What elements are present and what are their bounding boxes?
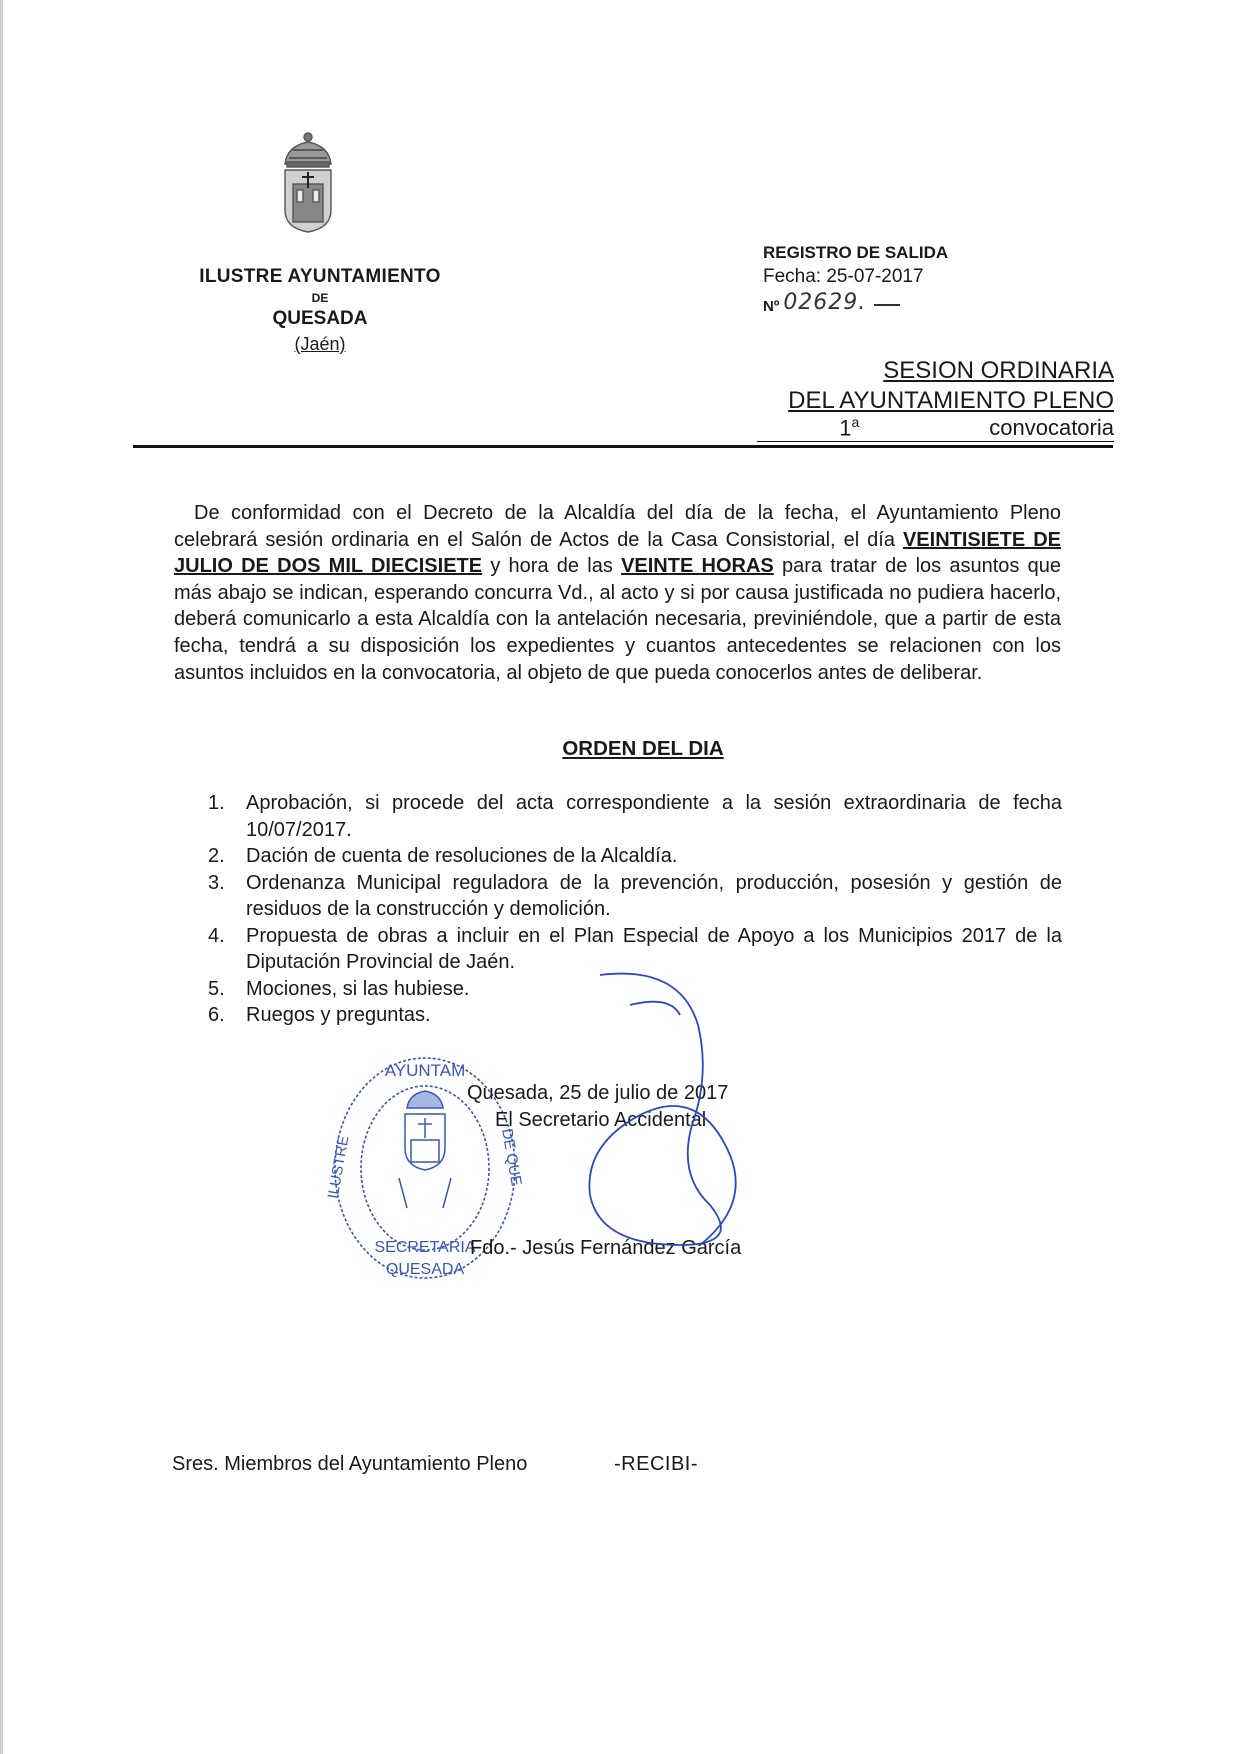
blank-line xyxy=(863,419,989,442)
register-number xyxy=(763,290,1093,315)
received-label: -RECIBI- xyxy=(614,1453,698,1475)
org-province: (Jaén) xyxy=(294,334,346,354)
exit-register-stamp xyxy=(763,243,1093,315)
org-name: ILUSTRE AYUNTAMIENTO xyxy=(199,266,441,287)
svg-text:AYUNTAM: AYUNTAM xyxy=(384,1061,466,1080)
closing-place-date: Quesada, 25 de julio de 2017 xyxy=(467,1082,729,1104)
svg-text:DE QUE: DE QUE xyxy=(498,1127,525,1188)
svg-text:ILUSTRE: ILUSTRE xyxy=(325,1134,353,1200)
ordinal-suffix: a xyxy=(851,414,860,430)
agenda-item xyxy=(208,870,1062,923)
session-date: VEINTISIETE DE JULIO DE DOS MIL DIECISIETE xyxy=(174,528,1061,578)
register-date: Fecha: 25-07-2017 xyxy=(763,266,924,287)
agenda-item-number: 6. xyxy=(208,1004,225,1026)
agenda-title: ORDEN DEL DIA xyxy=(562,737,724,760)
agenda-item-text: Dación de cuenta de resoluciones de la Alcaldía. xyxy=(246,845,678,867)
scan-edge xyxy=(0,0,3,1754)
municipality-header xyxy=(160,266,480,355)
register-title: REGISTRO DE SALIDA xyxy=(763,243,949,262)
handwritten-signature xyxy=(560,945,760,1265)
agenda-item-text: Propuesta de obras a incluir en el Plan Especial de Apoyo a los Municipios 2017 de la Diputación Provincial de Jaén. xyxy=(246,924,1062,973)
session-type: SESION ORDINARIA xyxy=(883,357,1114,384)
agenda-item xyxy=(208,790,1062,843)
signer-name: Fdo.- Jesús Fernández García xyxy=(470,1237,742,1259)
convocatoria-label: convocatoria xyxy=(989,415,1114,441)
recipients-line: Sres. Miembros del Ayuntamiento Pleno xyxy=(172,1453,528,1475)
svg-text:SECRETARIA: SECRETARIA xyxy=(374,1239,476,1256)
agenda-item-text: Aprobación, si procede del acta correspondiente a la sesión extraordinaria de fecha 10/07/2017. xyxy=(246,792,1062,841)
agenda-item-number: 2. xyxy=(208,845,225,867)
body-text-2: y hora de las xyxy=(482,555,622,578)
agenda-item-number: 4. xyxy=(208,924,225,947)
agenda-item-text: Ruegos y preguntas. xyxy=(246,1004,431,1026)
session-time: VEINTE HORAS xyxy=(621,555,774,578)
agenda-item-text: Ordenanza Municipal reguladora de la prevención, producción, posesión y gestión de residuos de la construcción y demolición. xyxy=(246,871,1062,920)
convocation-paragraph xyxy=(174,500,1061,686)
org-town: QUESADA xyxy=(272,308,368,329)
header-divider xyxy=(133,445,1113,448)
agenda-item-number: 1. xyxy=(208,792,225,814)
org-de: DE xyxy=(311,291,329,305)
handwritten-dash xyxy=(874,304,900,306)
blank-line xyxy=(757,419,835,442)
closing-role: El Secretario Accidental xyxy=(495,1109,707,1131)
register-number-handwritten: 02629. xyxy=(783,290,867,315)
body-text-3: para tratar de los asuntos que más abajo se indican, esperando concurra Vd., al acto y si por causa justificada no pudiera hacerlo, deberá comunicarlo a esta Alcaldía con la antelación necesaria, previniéndole, que a partir de esta fecha, tendrá a su disposición los expedientes y cuantos antecedentes se relacionen con los asuntos incluidos en la convocatoria, al objeto de que pueda conocerlos antes de deliberar. xyxy=(174,555,1062,684)
session-heading xyxy=(614,356,1114,416)
convocatoria-ordinal xyxy=(835,414,863,442)
session-body: DEL AYUNTAMIENTO PLENO xyxy=(788,387,1114,414)
coat-of-arms-icon xyxy=(275,128,341,236)
agenda-item-text: Mociones, si las hubiese. xyxy=(246,977,470,1000)
agenda-item xyxy=(208,843,1062,870)
register-number-label: Nº xyxy=(763,298,780,315)
body-text-1: De conformidad con el Decreto de la Alcaldía del día de la fecha, el Ayuntamiento Pleno celebrará sesión ordinaria en el Salón de Actos de la Casa Consistorial, el día xyxy=(174,502,1061,551)
agenda-item-number: 5. xyxy=(208,977,225,1000)
svg-text:QUESADA: QUESADA xyxy=(385,1261,465,1278)
agenda-item-number: 3. xyxy=(208,871,225,894)
convocatoria-line xyxy=(554,414,1114,442)
ordinal-number: 1 xyxy=(839,415,852,441)
